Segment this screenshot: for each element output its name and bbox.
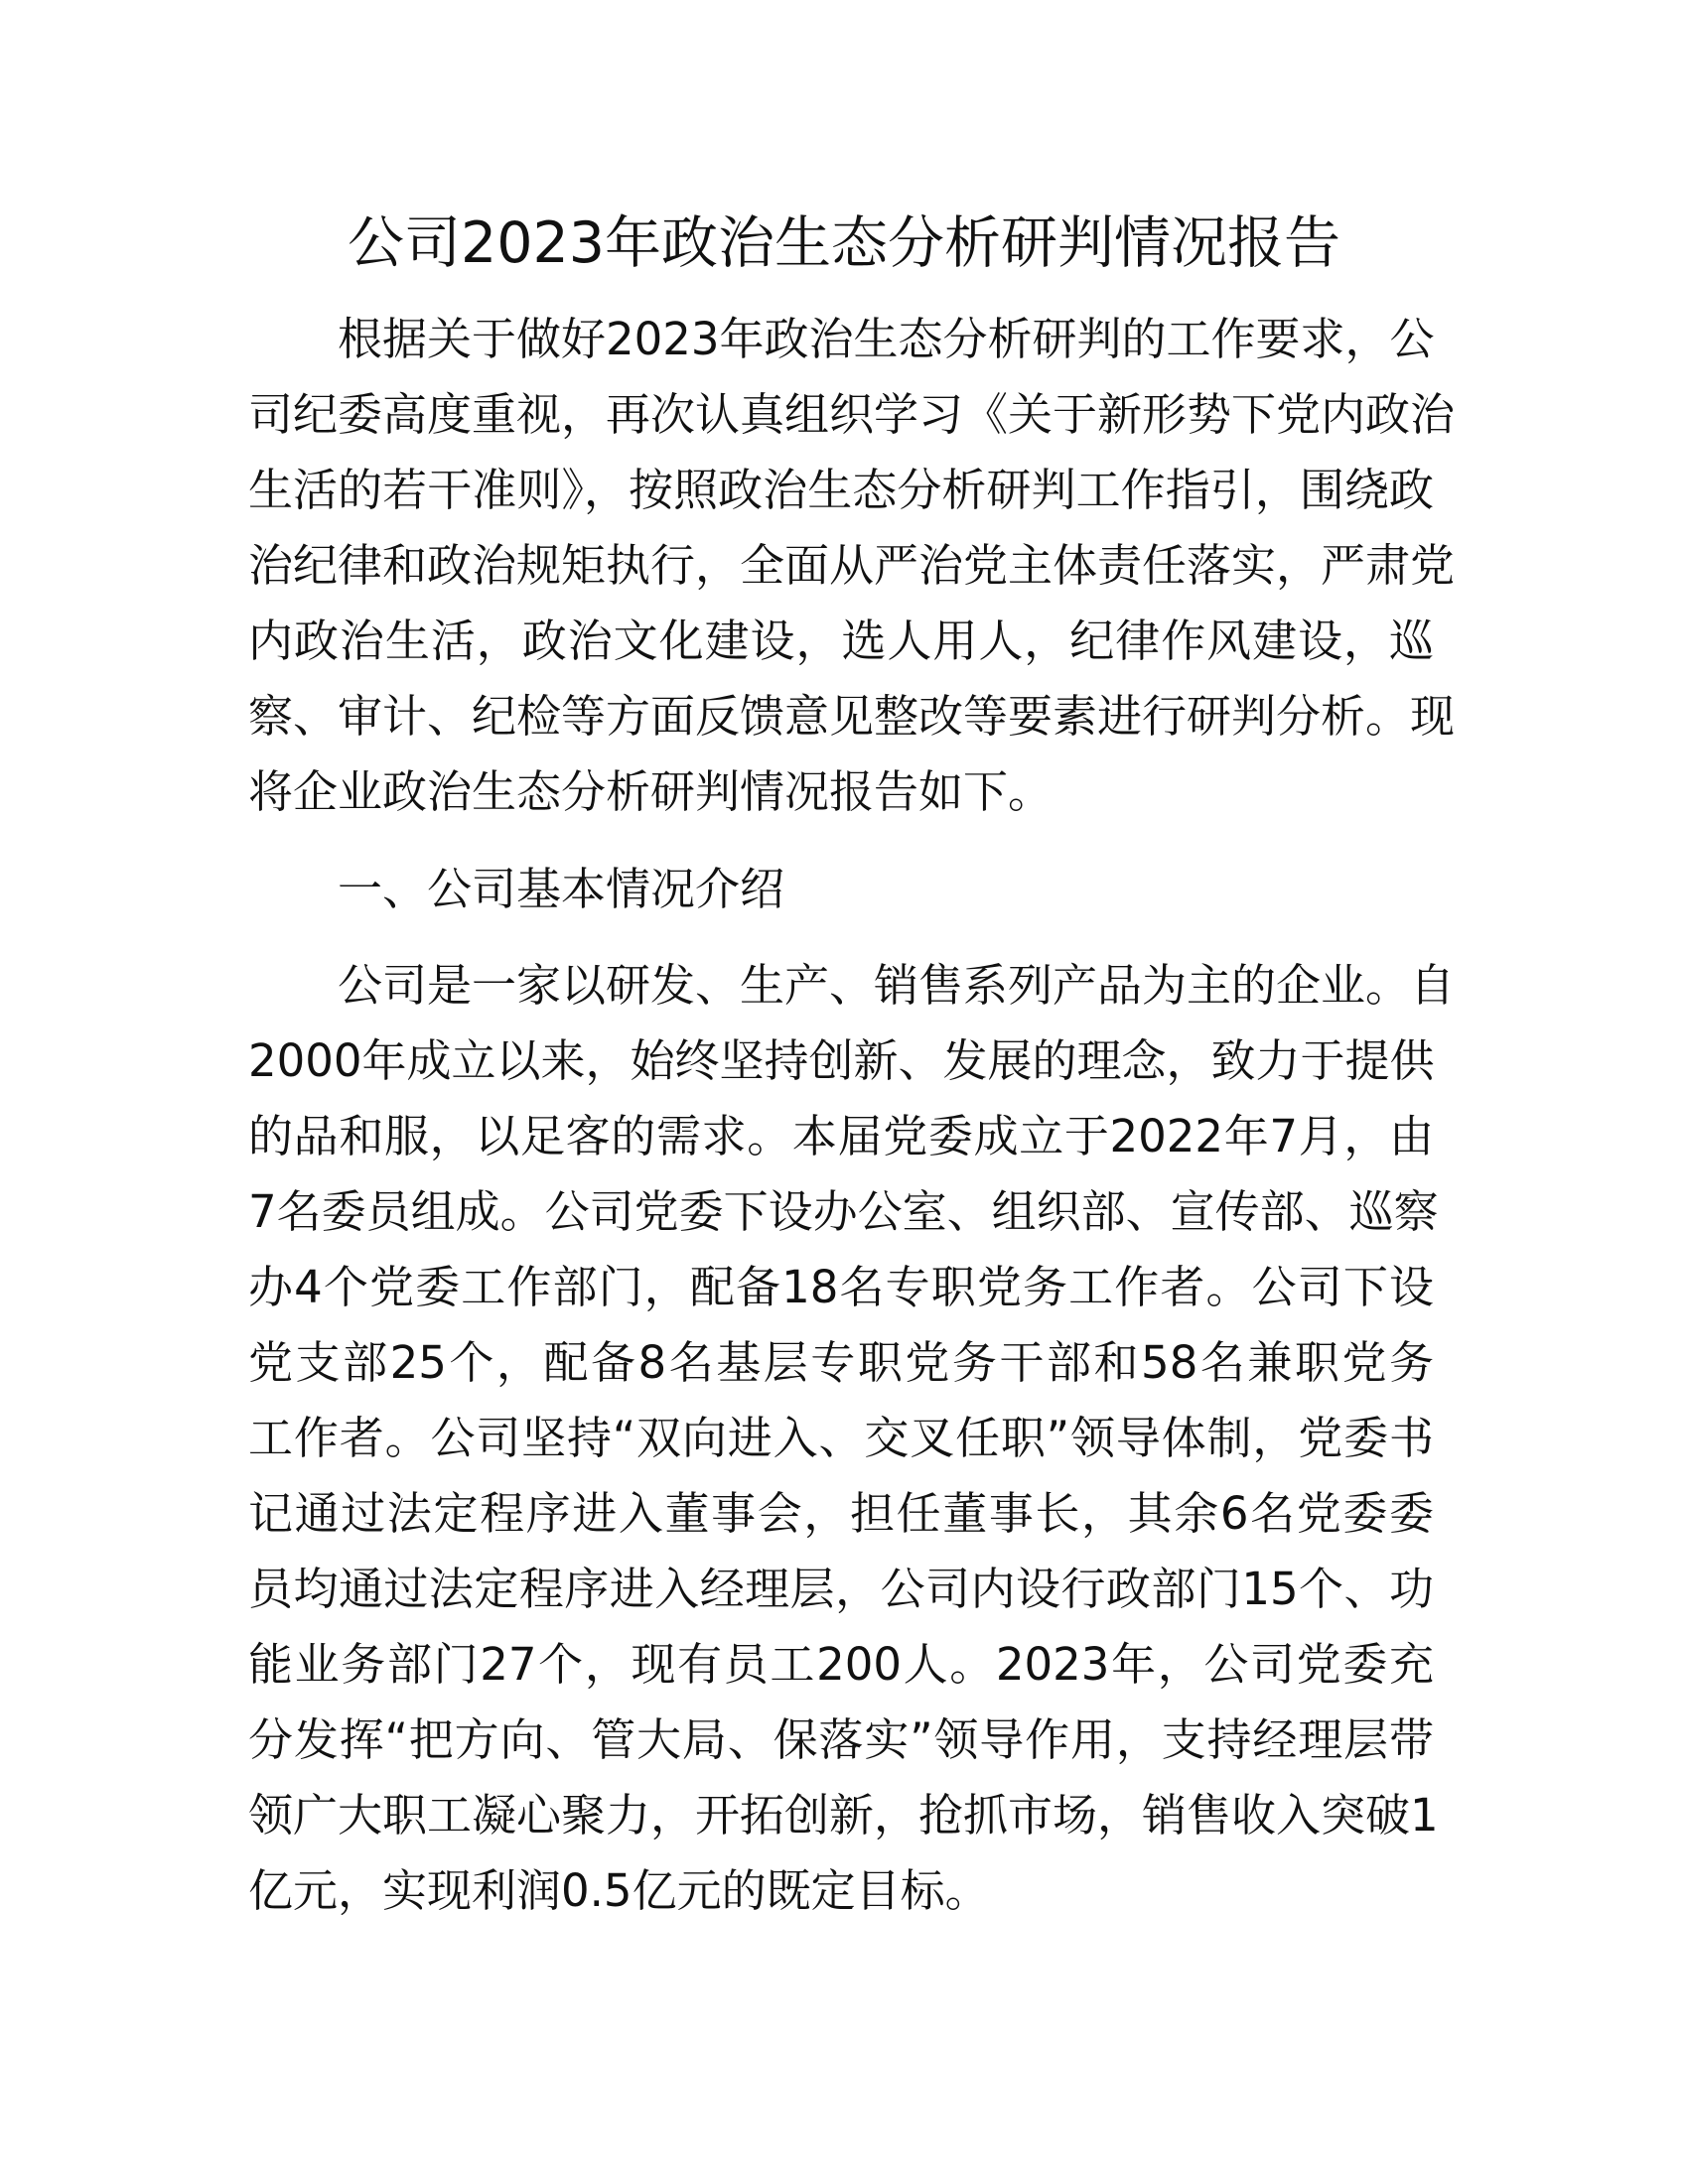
paragraph-2-line-13: 亿元，实现利润0.5亿元的既定目标。	[248, 1864, 990, 1917]
paragraph-1-line-3: 生活的若干准则》，按照政治生态分析研判工作指引，围绕政	[248, 464, 1434, 516]
paragraph-2-line-11: 分发挥“把方向、管大局、保落实”领导作用，支持经理层带	[248, 1713, 1434, 1766]
paragraph-1-line-1: 根据关于做好2023年政治生态分析研判的工作要求，公	[338, 313, 1435, 365]
paragraph-2-line-7: 工作者。公司坚持“双向进入、交叉任职”领导体制，党委书	[248, 1412, 1434, 1464]
paragraph-1-line-7: 将企业政治生态分析研判情况报告如下。	[248, 765, 1054, 818]
paragraph-2-line-8: 记通过法定程序进入董事会，担任董事长，其余6名党委委	[248, 1487, 1434, 1540]
paragraph-2-line-9: 员均通过法定程序进入经理层，公司内设行政部门15个、功	[248, 1563, 1434, 1615]
paragraph-1-line-2: 司纪委高度重视，再次认真组织学习《关于新形势下党内政治	[248, 388, 1456, 441]
paragraph-2-line-2: 2000年成立以来，始终坚持创新、发展的理念，致力于提供	[248, 1034, 1435, 1087]
paragraph-2-line-3: 的品和服，以足客的需求。本届党委成立于2022年7月，由	[248, 1110, 1434, 1162]
paragraph-2-line-10: 能业务部门27个，现有员工200人。2023年，公司党委充	[248, 1638, 1434, 1691]
paragraph-1-line-6: 察、审计、纪检等方面反馈意见整改等要素进行研判分析。现	[248, 690, 1456, 743]
paragraph-2-line-1: 公司是一家以研发、生产、销售系列产品为主的企业。自	[338, 959, 1456, 1012]
document-title: 公司2023年政治生态分析研判情况报告	[347, 210, 1341, 276]
section-1-heading: 一、公司基本情况介绍	[338, 863, 785, 915]
paragraph-1-line-5: 内政治生活，政治文化建设，选人用人，纪律作风建设，巡	[248, 614, 1434, 667]
paragraph-2-line-12: 领广大职工凝心聚力，开拓创新，抢抓市场，销售收入突破1	[248, 1789, 1439, 1842]
paragraph-2-line-5: 办4个党委工作部门，配备18名专职党务工作者。公司下设	[248, 1261, 1434, 1313]
paragraph-2-line-4: 7名委员组成。公司党委下设办公室、组织部、宣传部、巡察	[248, 1185, 1439, 1238]
paragraph-2-line-6: 党支部25个，配备8名基层专职党务干部和58名兼职党务	[248, 1336, 1434, 1389]
paragraph-1-line-4: 治纪律和政治规矩执行，全面从严治党主体责任落实，严肃党	[248, 539, 1456, 592]
